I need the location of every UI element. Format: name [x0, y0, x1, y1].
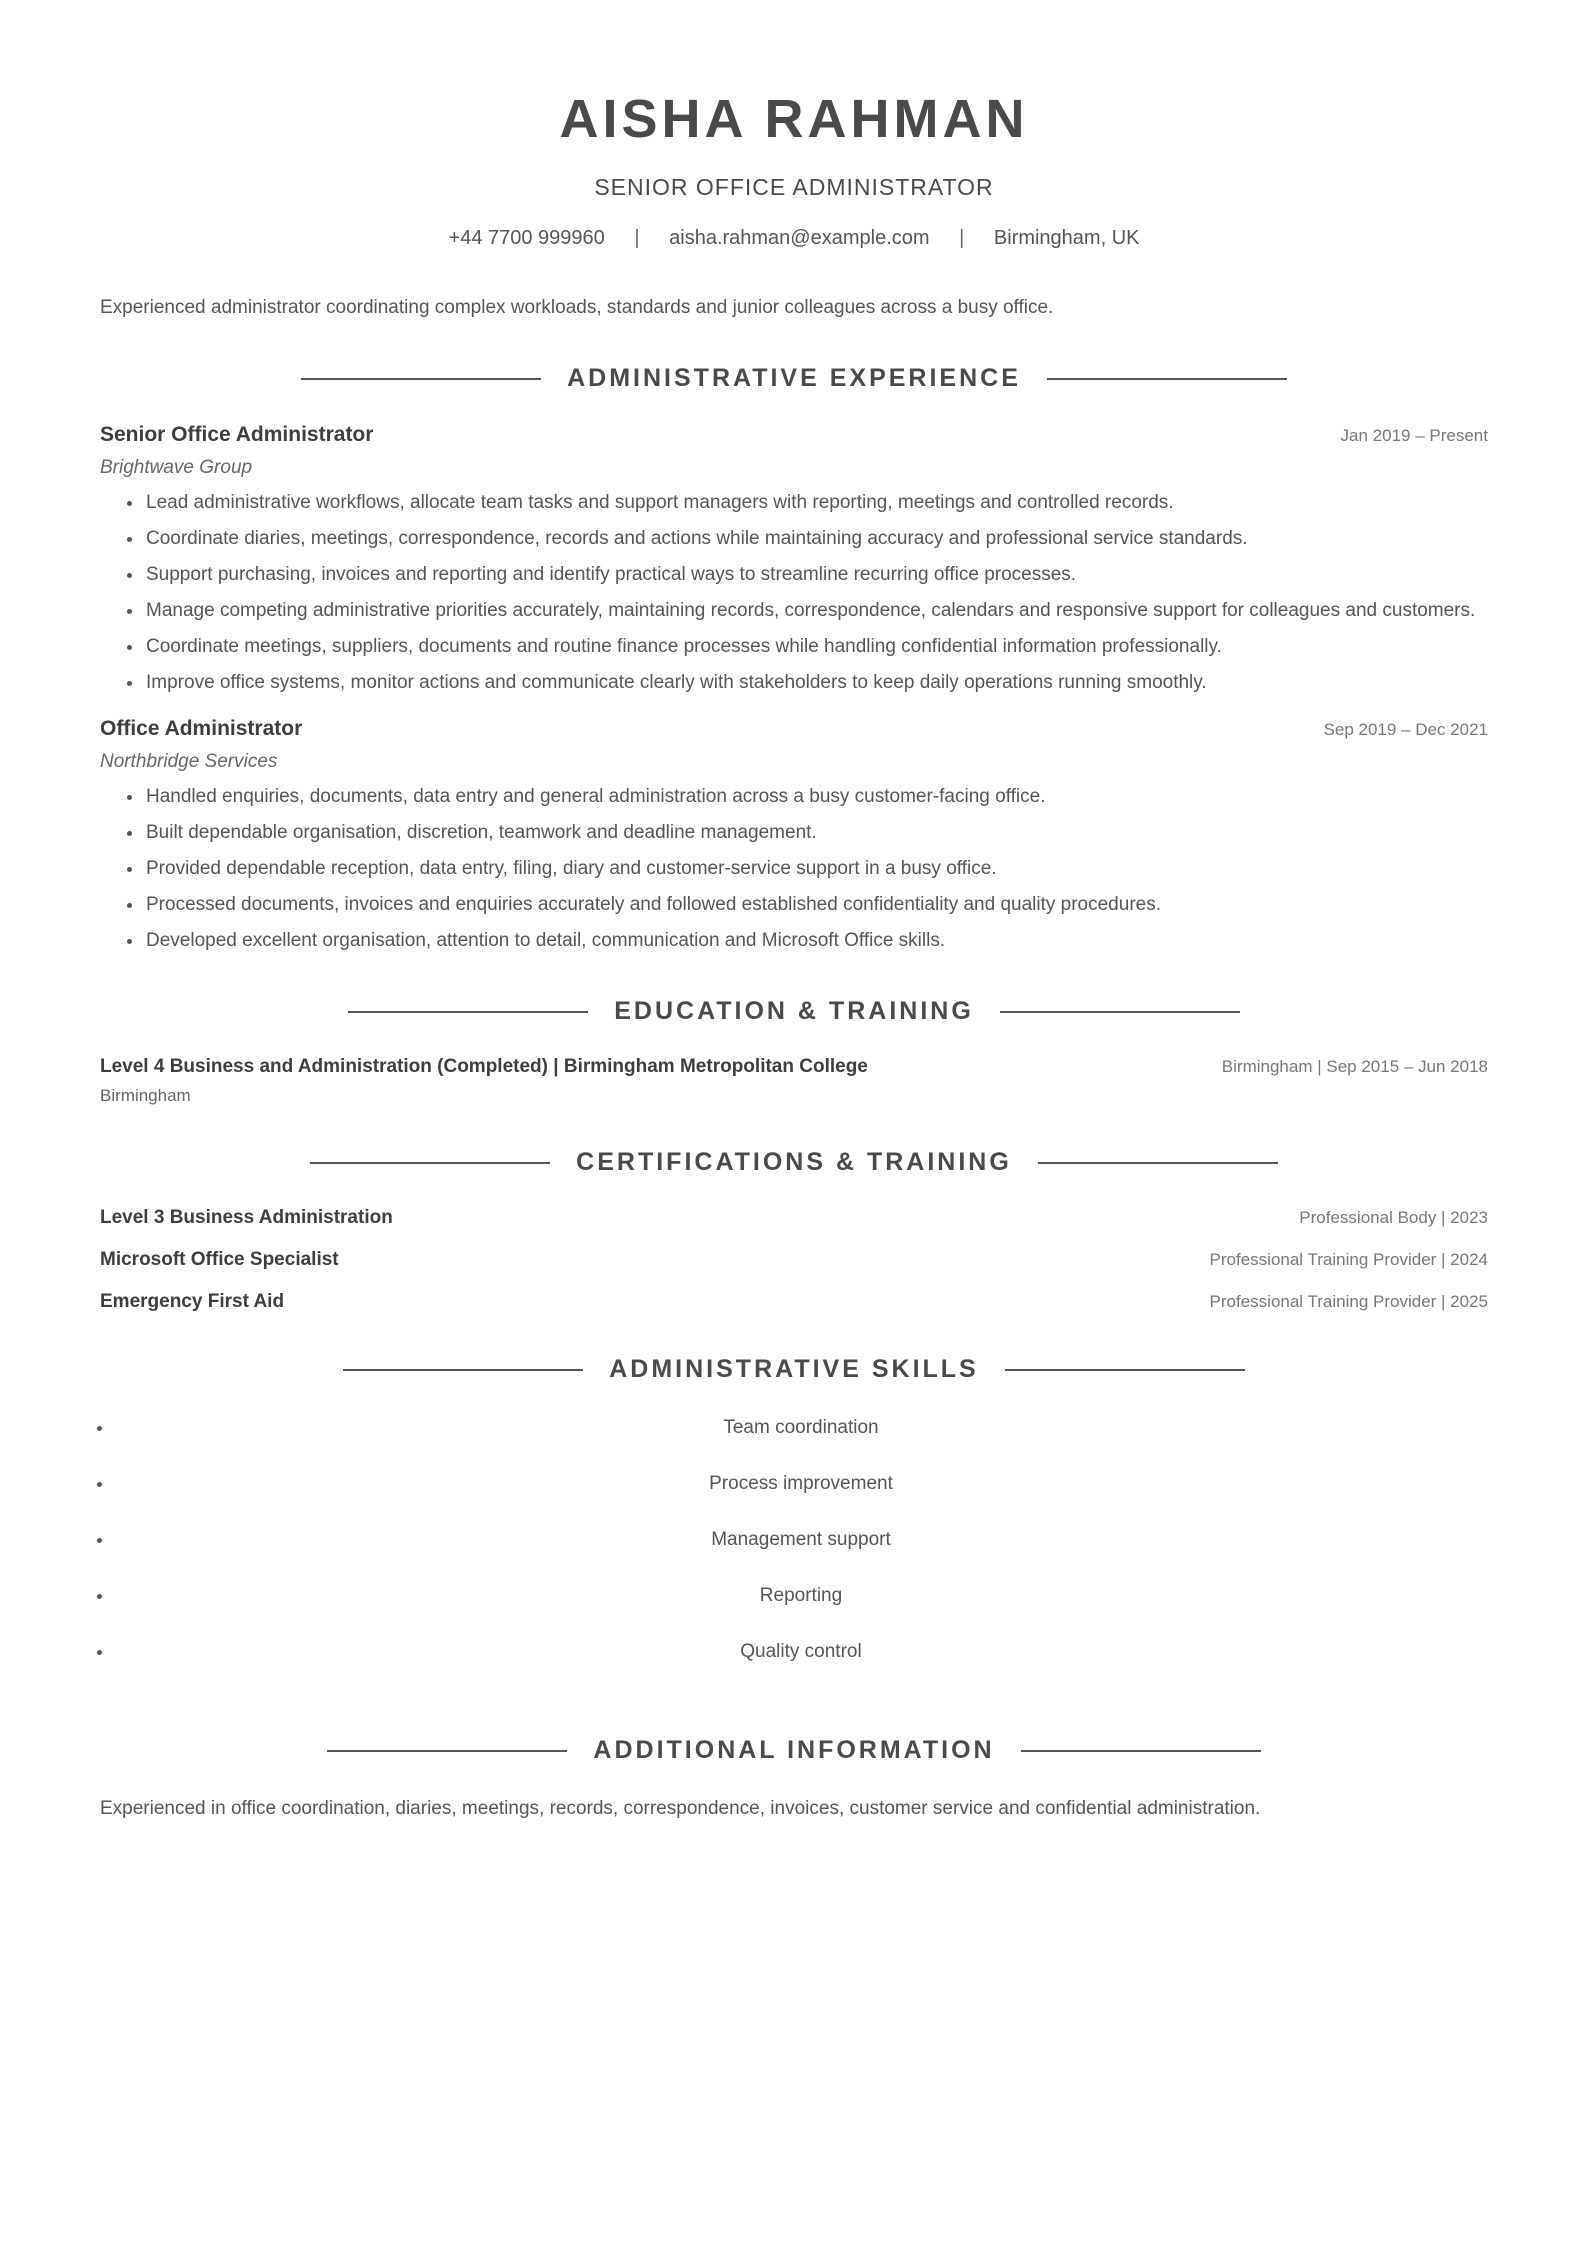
job-bullet: • Coordinate meetings, suppliers, documents and routine finance processes while handling confidential information professionally.	[144, 633, 1488, 661]
certification-item	[100, 1207, 1488, 1229]
job-dates: Sep 2019 – Dec 2021	[1323, 720, 1488, 739]
professional-summary: Experienced administrator coordinating complex workloads, standards and junior colleagues across a busy office.	[100, 297, 1054, 318]
education-header	[100, 1056, 1488, 1078]
skills-list	[100, 1414, 1488, 1694]
education-entry	[100, 1056, 1488, 1106]
job-dates: Jan 2019 – Present	[1340, 426, 1488, 445]
heading-rule-left	[348, 1011, 588, 1013]
job-bullets	[100, 783, 1488, 955]
job-bullet: • Support purchasing, invoices and reporting and identify practical ways to streamline recurring office processes.	[144, 561, 1488, 589]
section-heading-label: ADMINISTRATIVE SKILLS	[609, 1355, 979, 1383]
job-title: Senior Office Administrator	[100, 423, 374, 446]
job-bullet: • Developed excellent organisation, attention to detail, communication and Microsoft Office skills.	[144, 927, 1488, 955]
heading-rule-left	[343, 1369, 583, 1371]
candidate-role: SENIOR OFFICE ADMINISTRATOR	[594, 174, 994, 200]
company-name: Brightwave Group	[100, 457, 253, 478]
section-heading-education	[100, 997, 1488, 1026]
job-bullet: • Manage competing administrative priorities accurately, maintaining records, correspondence, calendars and responsive support for colleagues and customers.	[144, 597, 1488, 625]
job-bullet: • Built dependable organisation, discretion, teamwork and deadline management.	[144, 819, 1488, 847]
certification-item	[100, 1291, 1488, 1313]
section-heading-label: ADDITIONAL INFORMATION	[593, 1736, 995, 1764]
heading-rule-right	[1021, 1750, 1261, 1752]
heading-rule-right	[1005, 1369, 1245, 1371]
certification-name: Microsoft Office Specialist	[100, 1249, 339, 1270]
heading-rule-left	[327, 1750, 567, 1752]
section-heading-label: EDUCATION & TRAINING	[614, 997, 974, 1025]
certification-meta: Professional Body | 2023	[1299, 1208, 1488, 1227]
heading-rule-right	[1038, 1162, 1278, 1164]
job-header	[100, 717, 1488, 741]
heading-rule-left	[310, 1162, 550, 1164]
job-title: Office Administrator	[100, 717, 303, 740]
education-location: Birmingham	[100, 1086, 191, 1105]
section-heading-label: CERTIFICATIONS & TRAINING	[576, 1148, 1012, 1176]
job-header	[100, 423, 1488, 447]
contact-separator: |	[959, 227, 965, 249]
section-heading-label: ADMINISTRATIVE EXPERIENCE	[567, 364, 1021, 392]
education-title: Level 4 Business and Administration (Completed) | Birmingham Metropolitan College	[100, 1056, 868, 1077]
job-bullet: • Improve office systems, monitor actions and communicate clearly with stakeholders to keep daily operations running smoothly.	[144, 669, 1488, 697]
education-meta: Birmingham | Sep 2015 – Jun 2018	[1221, 1057, 1488, 1076]
skill-item: • Process improvement	[114, 1470, 1488, 1526]
phone-number[interactable]: +44 7700 999960	[448, 227, 605, 249]
job-bullet: • Provided dependable reception, data entry, filing, diary and customer-service support in a busy office.	[144, 855, 1488, 883]
section-heading-skills	[100, 1355, 1488, 1384]
certification-item	[100, 1249, 1488, 1271]
email-address[interactable]: aisha.rahman@example.com	[669, 227, 930, 249]
skill-item: • Quality control	[114, 1638, 1488, 1694]
location: Birmingham, UK	[993, 227, 1140, 249]
certification-name: Level 3 Business Administration	[100, 1207, 393, 1228]
skill-item: • Management support	[114, 1526, 1488, 1582]
job-bullets	[100, 489, 1488, 697]
job-entry	[100, 717, 1488, 955]
job-entry	[100, 423, 1488, 697]
job-bullet: • Handled enquiries, documents, data entry and general administration across a busy customer-facing office.	[144, 783, 1488, 811]
skill-item: • Reporting	[114, 1582, 1488, 1638]
certification-meta: Professional Training Provider | 2025	[1209, 1292, 1488, 1311]
contact-separator: |	[634, 227, 640, 249]
certification-name: Emergency First Aid	[100, 1291, 285, 1312]
job-bullet: • Coordinate diaries, meetings, correspondence, records and actions while maintaining accuracy and professional service standards.	[144, 525, 1488, 553]
job-bullet: • Lead administrative workflows, allocate team tasks and support managers with reporting, meetings and controlled records.	[144, 489, 1488, 517]
section-heading-certifications	[100, 1148, 1488, 1177]
section-heading-experience	[100, 364, 1488, 393]
additional-information: Experienced in office coordination, diaries, meetings, records, correspondence, invoices, customer service and confidential administration.	[100, 1798, 1261, 1819]
candidate-name: AISHA RAHMAN	[559, 89, 1029, 149]
heading-rule-right	[1000, 1011, 1240, 1013]
job-bullet: • Processed documents, invoices and enquiries accurately and followed established confidentiality and quality procedures.	[144, 891, 1488, 919]
certification-list	[100, 1207, 1488, 1313]
skill-item: • Team coordination	[114, 1414, 1488, 1470]
section-heading-additional	[100, 1736, 1488, 1765]
certification-meta: Professional Training Provider | 2024	[1209, 1250, 1488, 1269]
company-name: Northbridge Services	[100, 751, 278, 772]
heading-rule-right	[1047, 378, 1287, 380]
heading-rule-left	[301, 378, 541, 380]
contact-line	[100, 227, 1488, 250]
